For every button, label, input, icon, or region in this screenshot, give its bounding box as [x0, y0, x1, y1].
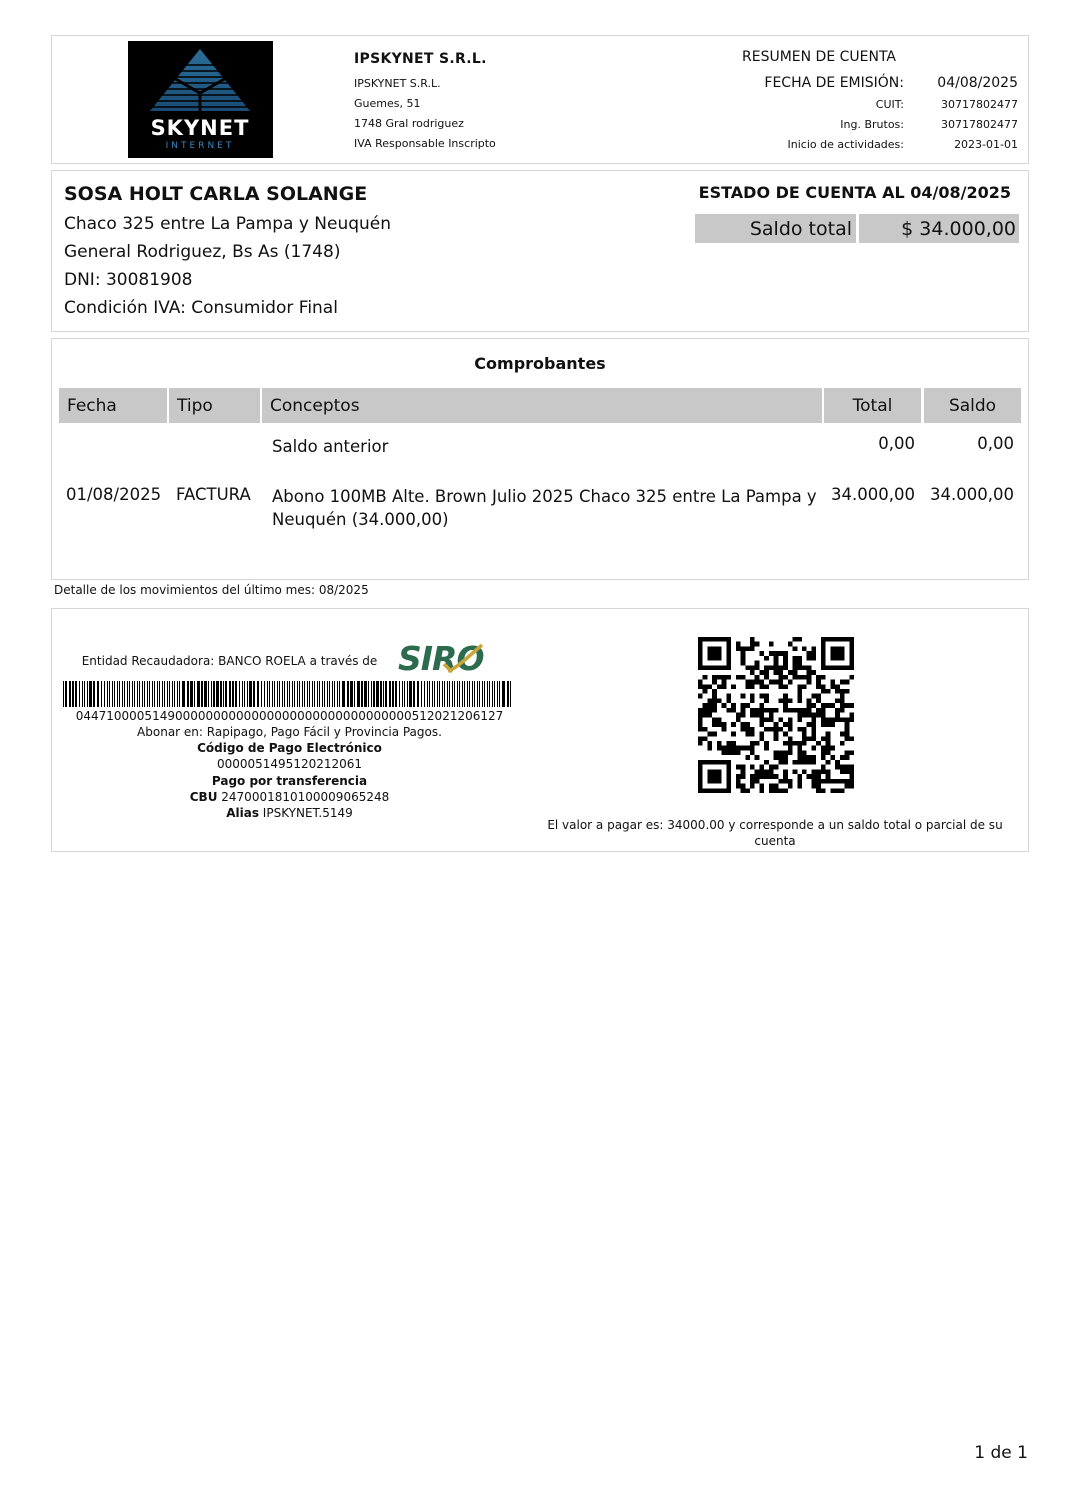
siro-logo [396, 637, 486, 679]
payment-note: El valor a pagar es: 34000.00 y corresponde a un saldo total o parcial de su cuenta [547, 818, 1003, 848]
cpe-value: 0000051495120212061 [216, 757, 363, 771]
logo-wordmark: SKYNET [150, 116, 250, 140]
ib-value: 30717802477 [941, 118, 1018, 131]
detalle-note: Detalle de los movimientos del último mes: 08/2025 [54, 583, 369, 597]
row-concepto: Abono 100MB Alte. Brown Julio 2025 Chaco 325 entre La Pampa y Neuquén (34.000,00) [272, 487, 817, 529]
barcode-number: 04471000051490000000000000000000000000000000512021206127 [75, 709, 504, 723]
row-saldo: 34.000,00 [930, 485, 1014, 504]
row-total: 0,00 [878, 434, 915, 453]
inicio-value: 2023-01-01 [954, 138, 1018, 151]
comprobantes-title: Comprobantes [474, 354, 606, 373]
row-fecha: 01/08/2025 [66, 485, 162, 504]
logo-subtitle: INTERNET [165, 141, 235, 151]
row-tipo: FACTURA [176, 485, 251, 504]
cuit-label: CUIT: [875, 98, 904, 111]
company-line: IPSKYNET S.R.L. [354, 77, 441, 90]
col-header-saldo: Saldo [924, 388, 1021, 423]
cbu-line [52, 789, 527, 805]
emision-value: 04/08/2025 [937, 75, 1018, 91]
col-header-total: Total [824, 388, 921, 423]
company-address: Guemes, 51 [354, 97, 421, 110]
inicio-label: Inicio de actividades: [787, 138, 904, 151]
company-iva: IVA Responsable Inscripto [354, 137, 496, 150]
entidad-recaudadora: Entidad Recaudadora: BANCO ROELA a través de [81, 654, 378, 668]
company-name: IPSKYNET S.R.L. [354, 51, 487, 67]
payment-qr-code [698, 637, 854, 793]
saldo-total-label: Saldo total [695, 214, 856, 243]
client-city: General Rodriguez, Bs As (1748) [64, 242, 341, 262]
summary-title: RESUMEN DE CUENTA [742, 49, 897, 65]
cuit-value: 30717802477 [941, 98, 1018, 111]
cbu-value: 2470001810100009065248 [221, 790, 390, 804]
abonar-en: Abonar en: Rapipago, Pago Fácil y Provincia Pagos. [137, 725, 442, 739]
row-total: 34.000,00 [831, 485, 915, 504]
estado-title: ESTADO DE CUENTA AL 04/08/2025 [698, 183, 1011, 202]
comprobantes-panel [51, 338, 1029, 580]
client-address: Chaco 325 entre La Pampa y Neuquén [64, 214, 392, 234]
client-name: SOSA HOLT CARLA SOLANGE [64, 183, 368, 205]
alias-line [52, 805, 527, 821]
client-panel [51, 170, 1029, 332]
alias-value: IPSKYNET.5149 [262, 806, 353, 820]
payment-barcode [63, 681, 511, 707]
row-concepto: Saldo anterior [272, 437, 389, 456]
company-header [51, 35, 1029, 164]
emision-label: FECHA DE EMISIÓN: [764, 75, 904, 91]
cpe-label: Código de Pago Electrónico [197, 741, 382, 755]
client-iva: Condición IVA: Consumidor Final [64, 298, 338, 318]
col-header-conceptos: Conceptos [262, 388, 822, 423]
alias-label: Alias [226, 806, 259, 820]
siro-wordmark: SIRO [398, 639, 484, 678]
page-counter: 1 de 1 [974, 1443, 1028, 1463]
company-city: 1748 Gral rodriguez [354, 117, 464, 130]
payment-panel [51, 608, 1029, 852]
ib-label: Ing. Brutos: [840, 118, 904, 131]
cbu-label: CBU [189, 790, 218, 804]
col-header-tipo: Tipo [169, 388, 260, 423]
transfer-label: Pago por transferencia [211, 774, 368, 788]
col-header-fecha: Fecha [59, 388, 167, 423]
client-dni: DNI: 30081908 [64, 270, 193, 290]
saldo-total-value: $ 34.000,00 [859, 214, 1019, 243]
skynet-logo [128, 41, 273, 158]
row-saldo: 0,00 [977, 434, 1014, 453]
